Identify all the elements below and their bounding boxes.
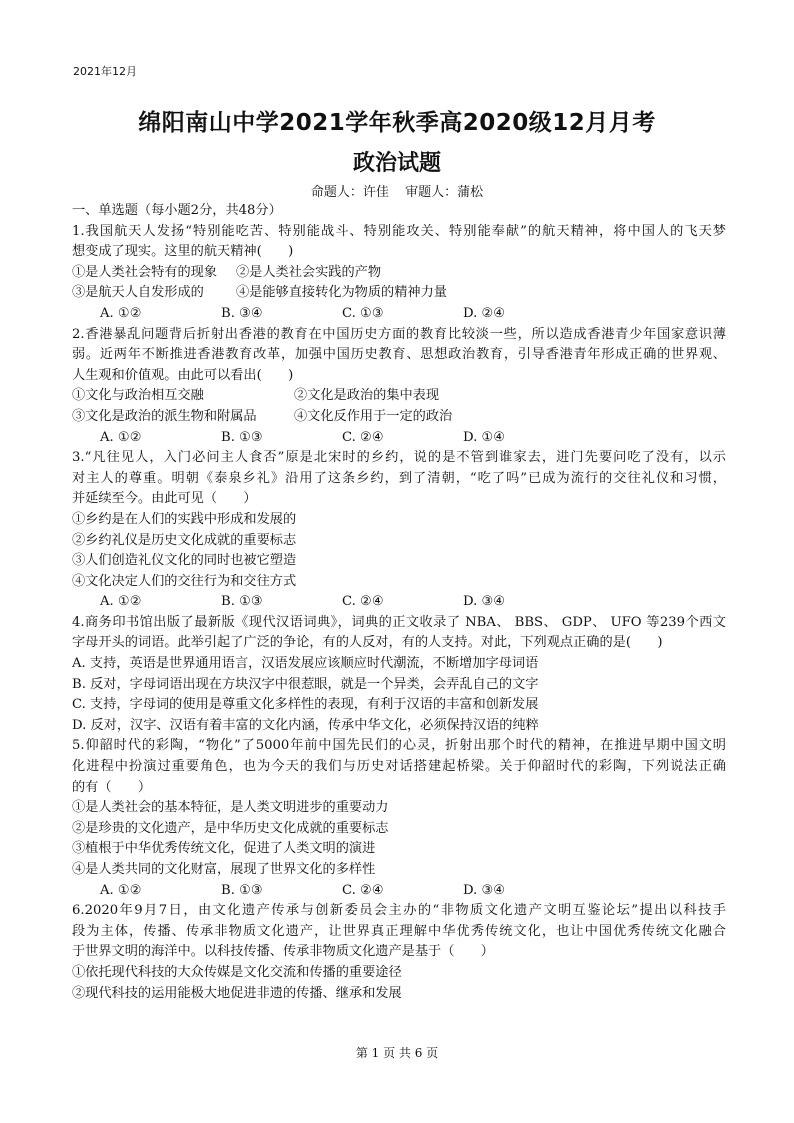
q5-statement: ③植根于中华优秀传统文化，促进了人类文明的演进 [72,841,376,857]
q3-stem: 3.“凡往见人，入门必问主人食否”原是北宋时的乡约，说的是不管到谁家去，进门先要问吃了没有，以示 [72,450,726,466]
q3-statement: ②乡约礼仪是历史文化成就的重要标志 [72,532,297,548]
q3-stem: 对主人的尊重。明朝《泰泉乡礼》沿用了这条乡约，到了清朝，“吃了吗”已成为流行的交往礼仪和习惯， [72,470,726,486]
q3-options: A. ①② B. ①③ C. ②④ D. ③④ [100,594,506,610]
q5-statement: ④是人类共同的文化财富，展现了世界文化的多样性 [72,862,376,877]
q6-statement: ①依托现代科技的大众传媒是文化交流和传播的重要途径 [72,964,402,980]
q4-option-a: A. 支持，英语是世界通用语言，汉语发展应该顺应时代潮流，不断增加字母词语 [72,656,539,672]
section-heading: 一、单选题（每小题2分，共48分） [72,203,282,218]
q4-option-d: D. 反对，汉字、汉语有着丰富的文化内涵，传承中华文化，必须保持汉语的纯粹 [72,717,539,733]
q3-statement: ①乡约是在人们的实践中形成和发展的 [72,511,297,527]
page-footer: 第 1 页 共 6 页 [355,1046,439,1060]
exam-title: 绵阳南山中学2021学年秋季高2020级12月月考 [138,110,656,136]
q5-statement: ①是人类社会的基本特征，是人类文明进步的重要动力 [72,800,389,816]
q2-options: A. ①② B. ①③ C. ②④ D. ①④ [100,429,506,445]
q4-option-c: C. 支持，字母词的使用是尊重文化多样性的表现，有利于汉语的丰富和创新发展 [72,697,539,713]
q6-stem: 段为主体，传播、传承非物质文化遗产，让世界真正理解中华优秀传统文化，也让中国优秀传统文化融合 [72,923,726,939]
q6-stem: 6.2020年9月7日，由文化遗产传承与创新委员会主办的“非物质文化遗产文明互鉴论坛”提出以科技手 [72,903,726,919]
q5-options: A. ①② B. ①③ C. ②④ D. ③④ [100,882,506,898]
q6-stem: 于世界文明的海洋中。以科技传播、传承非物质文化遗产是基于（ ） [72,944,494,960]
q2-stem: 2.香港暴乱问题背后折射出香港的教育在中国历史方面的教育比较淡一些，所以造成香港青少年国家意识薄 [72,326,726,342]
header-date: 2021年12月 [73,65,137,78]
q5-stem: 5.仰韶时代的彩陶，“物化”了5000年前中国先民们的心灵，折射出那个时代的精神，在推进早期中国文明 [72,738,726,754]
question-body [72,201,726,1004]
q5-statement: ②是珍贵的文化遗产，是中华历史文化成就的重要标志 [72,820,389,836]
q1-stem: 想变成了现实。这里的航天精神( ) [72,244,294,260]
q5-stem: 的有（ ） [72,779,152,795]
q2-statements: ③文化是政治的派生物和附属品 ④文化反作用于一定的政治 [72,408,453,424]
q1-options: A. ①② B. ③④ C. ①③ D. ②④ [100,305,506,321]
q1-stem: 1.我国航天人发扬“特别能吃苦、特别能战斗、特别能攻关、特别能奉献”的航天精神，将中国人的飞天梦 [72,223,726,239]
exam-subtitle: 政治试题 [352,151,441,176]
q6-statement: ②现代科技的运用能极大地促进非遗的传播、继承和发展 [72,985,402,1001]
q1-statements: ①是人类社会特有的现象 ②是人类社会实践的产物 [72,264,382,280]
q1-statements: ③是航天人自发形成的 ④是能够直接转化为物质的精神力量 [72,285,447,301]
q4-option-b: B. 反对，字母词语出现在方块汉字中很惹眼，就是一个异类，会弄乱自己的文字 [72,676,539,692]
reviewer: 审题人：蒲松 [405,185,484,200]
authors-line [0,181,794,200]
q2-stem: 人生观和价值观。由此可以看出( ) [72,367,294,383]
q3-statement: ④文化决定人们的交往行为和交往方式 [72,573,297,589]
q4-stem: 字母开头的词语。此举引起了广泛的争论，有的人反对，有的人支持。对此，下列观点正确的是( ) [72,635,663,651]
setter: 命题人：许佳 [310,185,389,200]
q3-statement: ③人们创造礼仪文化的同时也被它塑造 [72,553,297,569]
q3-stem: 并延续至今。由此可见（ ） [72,491,257,507]
q4-stem: 4.商务印书馆出版了最新版《现代汉语词典》，词典的正文收录了 NBA、 BBS、 GDP、 UFO 等239个西文 [72,614,726,630]
q5-stem: 化进程中扮演过重要角色，也为今天的我们与历史对话搭建起桥梁。关于仰韶时代的彩陶，下列说法正确 [72,759,726,775]
q2-stem: 弱。近两年不断推进香港教育改革，加强中国历史教育、思想政治教育，引导香港青年形成正确的世界观、 [72,347,726,363]
q2-statements: ①文化与政治相互交融 ②文化是政治的集中表现 [72,388,440,404]
